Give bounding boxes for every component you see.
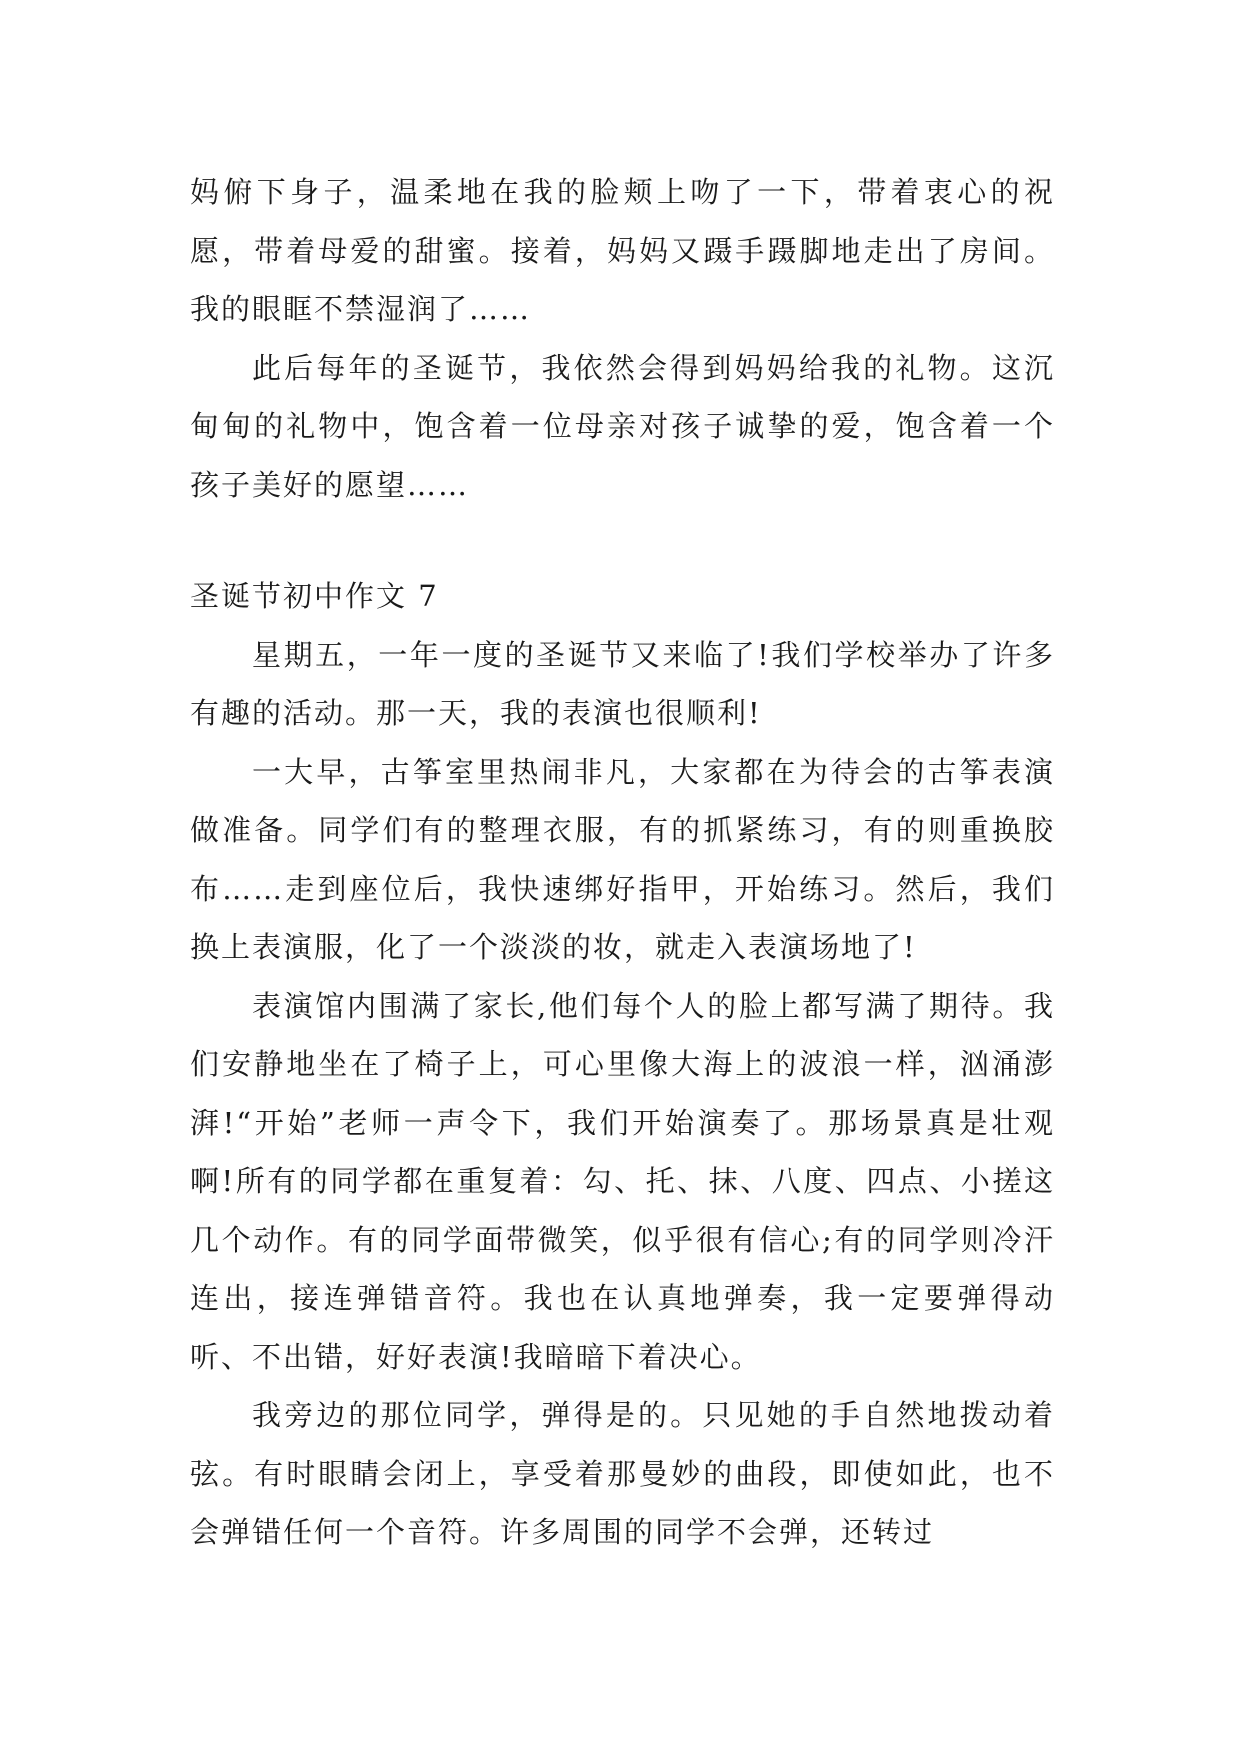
continuation-section (190, 163, 1055, 514)
essay-section (190, 567, 1055, 1562)
essay-paragraph: 一大早，古筝室里热闹非凡，大家都在为待会的古筝表演做准备。同学们有的整理衣服，有的抓紧练习，有的则重换胶布……走到座位后，我快速绑好指甲，开始练习。然后，我们换上表演服，化了一个淡淡的妆，就走入表演场地了! (190, 754, 1055, 964)
essay-paragraph: 星期五，一年一度的圣诞节又来临了!我们学校举办了许多有趣的活动。那一天，我的表演也很顺利! (190, 637, 1055, 730)
continuation-paragraph: 此后每年的圣诞节，我依然会得到妈妈给我的礼物。这沉甸甸的礼物中，饱含着一位母亲对孩子诚挚的爱，饱含着一个孩子美好的愿望…… (190, 350, 1055, 502)
essay-paragraph: 表演馆内围满了家长,他们每个人的脸上都写满了期待。我们安静地坐在了椅子上，可心里像大海上的波浪一样，汹涌澎湃!“开始”老师一声令下，我们开始演奏了。那场景真是壮观啊!所有的同学都在重复着：勾、托、抹、八度、四点、小搓这几个动作。有的同学面带微笑，似乎很有信心;有的同学则冷汗连出，接连弹错音符。我也在认真地弹奏，我一定要弹得动听、不出错，好好表演!我暗暗下着决心。 (190, 988, 1055, 1374)
continuation-paragraph: 妈俯下身子，温柔地在我的脸颊上吻了一下，带着衷心的祝愿，带着母爱的甜蜜。接着，妈妈又蹑手蹑脚地走出了房间。我的眼眶不禁湿润了…… (190, 175, 1055, 326)
essay-paragraph: 我旁边的那位同学，弹得是的。只见她的手自然地拨动着弦。有时眼睛会闭上，享受着那曼妙的曲段，即使如此，也不会弹错任何一个音符。许多周围的同学不会弹，还转过 (190, 1398, 1055, 1549)
essay-title: 圣诞节初中作文 7 (190, 579, 439, 613)
